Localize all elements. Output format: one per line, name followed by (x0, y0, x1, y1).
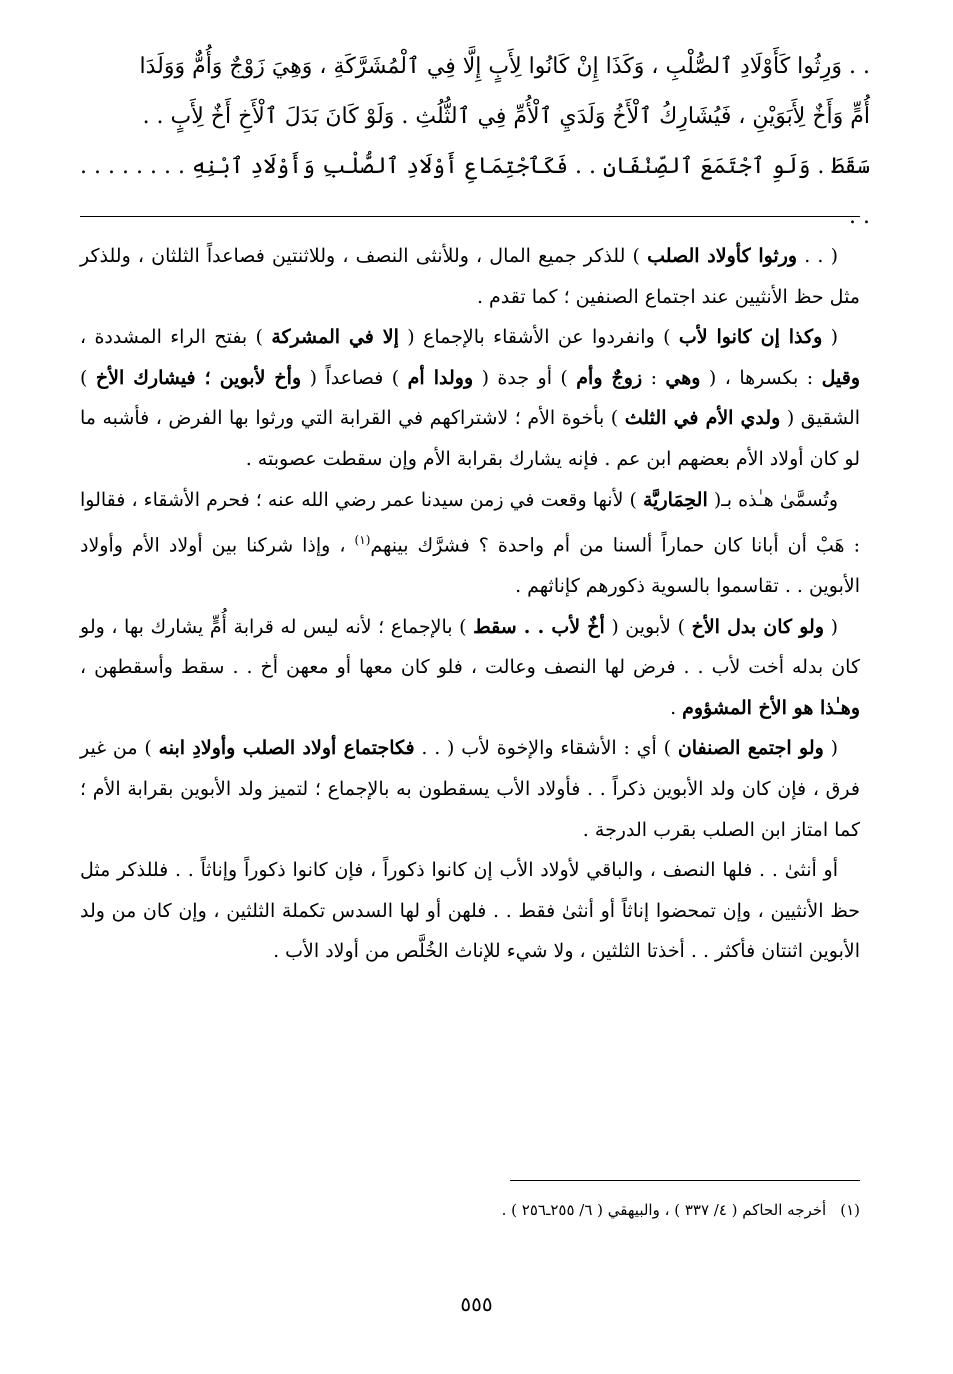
matn-block (80, 42, 870, 229)
sharh-text: ( (823, 737, 838, 760)
sharh-text: ) بفتح الراء المشددة ، (80, 326, 272, 349)
sharh-text: : (642, 366, 666, 389)
bold-quote: زوجٌ وأم (576, 366, 643, 389)
sharh-paragraph (80, 317, 860, 479)
page-number: ٥٥٥ (460, 1292, 493, 1316)
sharh-paragraph (80, 607, 860, 729)
bold-quote: وأخ لأبوين ؛ فيشارك الأخ (95, 366, 302, 389)
bold-quote: أخٌ لأب . . سقط (473, 615, 605, 638)
sharh-paragraph (80, 850, 860, 972)
sharh-text: ) للذكر جميع المال ، وللأنثى النصف ، وللاثنتين فصاعداً الثلثان ، وللذكر مثل حظ الأنثيين عند اجتماع الصنفين ؛ كما تقدم . (80, 245, 860, 308)
sharh-text: ( (822, 326, 839, 349)
sharh-paragraph (80, 728, 860, 850)
sharh-text: . (670, 696, 683, 719)
bold-quote: ولو اجتمع الصنفان (677, 737, 824, 760)
matn-line: أُمٍّ وَأَخٌ لِأَبَوَيْنِ ، فَيُشَارِكُ ٱلْأَخُ وَلَدَيِ ٱلْأُمِّ فِي ٱلثُّلُثِ . وَلَوْ كَانَ بَدَلَ ٱلْأَخِ أَخٌ لِأَبٍ . . (142, 104, 870, 129)
bold-quote: ولو كان بدل الأخ (691, 615, 825, 638)
sharh-paragraph (80, 236, 860, 317)
bold-quote: ولدي الأم في الثلث (624, 407, 781, 430)
footnote-separator (510, 1180, 860, 1181)
sharh-text: ) أي : الأشقاء والإخوة لأب ( . . (414, 737, 678, 760)
matn-text (80, 42, 870, 229)
matn-line: . . وَرِثُوا كَأَوْلَادِ ٱلصُّلْبِ ، وَكَذَا إِنْ كَانُوا لِأَبٍ إِلَّا فِي ٱلْمُشَرَّكَةِ ، وَهِيَ زَوْجٌ وَأُمٌّ وَوَلَدَا (139, 54, 870, 79)
sharh-paragraph (80, 480, 860, 607)
footnote-text: أخرجه الحاكم ( ٤/ ٣٣٧ ) ، والبيهقي ( ٦/ ٢٥٥ـ٢٥٦ ) . (501, 1201, 827, 1219)
bold-quote: وولدا أم (407, 366, 474, 389)
sharh-text: ) الشقيق ( (80, 366, 860, 430)
sharh-text: ) من غير فرق ، فإن كان ولد الأبوين ذكراً . . فأولاد الأب يسقطون به بالإجماع ؛ لتميز ولد الأبوين بقرابة الأم ؛ كما امتاز ابن الصلب بقرب الدرجة . (80, 737, 860, 841)
footnote (100, 1196, 860, 1224)
bold-quote: الحِمَاريَّة (642, 488, 708, 511)
sharh-text: : بكسرها ، ( (700, 366, 822, 389)
sharh-text: ، وإذا شركنا بين أولاد الأم وأولاد الأبوين . . تقاسموا بالسوية ذكورهم كإناثهم . (80, 534, 860, 598)
sharh-text: ) وانفردوا عن الأشقاء بالإجماع ( (398, 326, 679, 349)
footnote-ref: (١) (354, 533, 371, 548)
sharh-text: ) بأخوة الأم ؛ لاشتراكهم في القرابة التي ورثوا بها الفرض ، فأشبه ما لو كان أولاد الأم بعضهم ابن عم . فإنه يشارك بقرابة الأم وإن سقطت عصوبته . (80, 407, 860, 470)
sharh-text: وتُسمَّىٰ هـٰذه بـ( (707, 488, 838, 511)
sharh-text: ) أو جدة ( (473, 366, 577, 389)
matn-line: سَقَطَ . وَلَوِ ٱجْتَمَعَ ٱلصِّنْفَانِ . . فَكَٱجْتِمَاعِ أَوْلَادِ ٱلصُّلْبِ وَأَوْلَادِ ٱبْنِهِ . . . . . . . . . . (80, 154, 870, 229)
sharh-text: ) لأبوين ( (604, 615, 692, 638)
bold-quote: وهي (665, 366, 701, 389)
bold-quote: فكاجتماع أولاد الصلب وأولادِ ابنه (158, 737, 415, 760)
sharh-text: ) فصاعداً ( (301, 366, 408, 389)
bold-quote: إلا في المشركة (271, 326, 399, 349)
matn-separator (80, 216, 860, 217)
sharh-commentary (80, 236, 860, 972)
sharh-text: ) بالإجماع ؛ لأنه ليس له قرابة أُمٍّ يشارك بها ، ولو كان بدله أخت لأب . . فرض لها النصف وعالت ، فلو كان معها أو معهن أخ . . سقط وأسقطهن ، (80, 615, 860, 679)
bold-quote: وقيل (821, 366, 861, 389)
bold-quote: وكذا إن كانوا لأب (678, 326, 823, 349)
sharh-text: ( . . (797, 245, 838, 267)
bold-quote: ورثوا كأولاد الصلب (647, 245, 798, 267)
sharh-text: ) لأنها وقعت في زمن سيدنا عمر رضي الله عنه ؛ فحرم الأشقاء ، فقالوا : هَبْ أن أبانا كان حماراً ألسنا من أم واحدة ؟ فشرَّك بينهم (80, 488, 860, 557)
footnote-number: (١) (840, 1201, 860, 1219)
sharh-text: أو أنثىٰ . . فلها النصف ، والباقي لأولاد الأب إن كانوا ذكوراً ، فإن كانوا ذكوراً وإناثاً . . فللذكر مثل حظ الأنثيين ، وإن تمحضوا إناثاً أو أنثىٰ فقط . . فلهن أو لها السدس تكملة الثلثين ، وإن كان من ولد الأبوين اثنتان فأكثر . . أخذتا الثلثين ، ولا شيء للإناث الخُلَّص من أولاد الأب . (80, 859, 860, 963)
sharh-text: ( (824, 615, 838, 638)
bold-quote: وهـٰذا هو الأخ المشؤوم (682, 696, 860, 719)
